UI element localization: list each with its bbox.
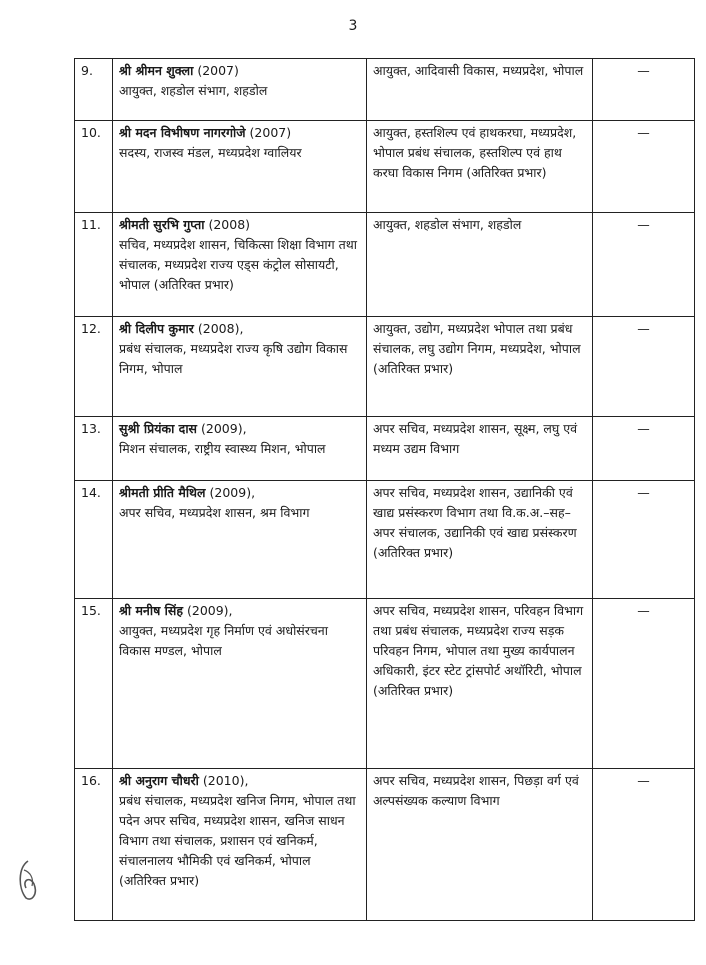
- current-posting-cell: [113, 769, 367, 921]
- table-row: [75, 769, 695, 921]
- remark: —: [593, 121, 695, 213]
- batch-year: (2009),: [201, 421, 247, 436]
- current-posting: प्रबंध संचालक, मध्यप्रदेश राज्य कृषि उद्योग विकास निगम, भोपाल: [119, 341, 348, 376]
- serial-number: 9.: [75, 59, 113, 121]
- batch-year: (2007): [249, 125, 292, 140]
- serial-number: 14.: [75, 481, 113, 599]
- table-row: [75, 121, 695, 213]
- remark: —: [593, 769, 695, 921]
- batch-year: (2009),: [209, 485, 256, 500]
- serial-number: 13.: [75, 417, 113, 481]
- current-posting: आयुक्त, मध्यप्रदेश गृह निर्माण एवं अधोसंरचना विकास मण्डल, भोपाल: [119, 623, 328, 658]
- remark: —: [593, 481, 695, 599]
- current-posting: प्रबंध संचालक, मध्यप्रदेश खनिज निगम, भोपाल तथा पदेन अपर सचिव, मध्यप्रदेश शासन, खनिज साधन विभाग तथा संचालक, प्रशासन एवं खनिकर्म, संचालनालय भौमिकी एवं खनिकर्म, भोपाल (अतिरिक्त प्रभार): [119, 793, 356, 888]
- current-posting-cell: [113, 213, 367, 317]
- officer-name: श्री श्रीमन शुक्ला: [119, 63, 194, 78]
- officer-name: श्री मनीष सिंह: [119, 603, 183, 618]
- table-row: [75, 599, 695, 769]
- new-posting: अपर सचिव, मध्यप्रदेश शासन, पिछड़ा वर्ग एवं अल्पसंख्यक कल्याण विभाग: [367, 769, 593, 921]
- serial-number: 11.: [75, 213, 113, 317]
- new-posting: आयुक्त, आदिवासी विकास, मध्यप्रदेश, भोपाल: [367, 59, 593, 121]
- officer-name: श्रीमती प्रीति मैथिल: [119, 485, 206, 500]
- current-posting: अपर सचिव, मध्यप्रदेश शासन, श्रम विभाग: [119, 505, 310, 520]
- table-row: [75, 317, 695, 417]
- new-posting: आयुक्त, शहडोल संभाग, शहडोल: [367, 213, 593, 317]
- current-posting-cell: [113, 317, 367, 417]
- batch-year: (2008): [208, 217, 251, 232]
- batch-year: (2008),: [197, 321, 244, 336]
- current-posting-cell: [113, 417, 367, 481]
- current-posting: सचिव, मध्यप्रदेश शासन, चिकित्सा शिक्षा विभाग तथा संचालक, मध्यप्रदेश राज्य एड्स कंट्रोल सोसायटी, भोपाल (अतिरिक्त प्रभार): [119, 237, 357, 292]
- new-posting: आयुक्त, हस्तशिल्प एवं हाथकरघा, मध्यप्रदेश, भोपाल प्रबंध संचालक, हस्तशिल्प एवं हाथ करघा विकास निगम (अतिरिक्त प्रभार): [367, 121, 593, 213]
- table-row: [75, 59, 695, 121]
- officer-name: श्री दिलीप कुमार: [119, 321, 194, 336]
- transfer-orders-table: [74, 58, 695, 921]
- current-posting-cell: [113, 121, 367, 213]
- remark: —: [593, 417, 695, 481]
- new-posting: अपर सचिव, मध्यप्रदेश शासन, उद्यानिकी एवं खाद्य प्रसंस्करण विभाग तथा वि.क.अ.–सह–अपर संचालक, उद्यानिकी एवं खाद्य प्रसंस्करण (अतिरिक्त प्रभार): [367, 481, 593, 599]
- batch-year: (2007): [197, 63, 239, 78]
- handwritten-initial-mark: [14, 858, 42, 904]
- current-posting-cell: [113, 59, 367, 121]
- batch-year: (2009),: [186, 603, 233, 618]
- page-number: 3: [348, 18, 358, 34]
- new-posting: अपर सचिव, मध्यप्रदेश शासन, परिवहन विभाग तथा प्रबंध संचालक, मध्यप्रदेश राज्य सड़क परिवहन निगम, भोपाल तथा मुख्य कार्यपालन अधिकारी, इंटर स्टेट ट्रांसपोर्ट अथॉरिटी, भोपाल (अतिरिक्त प्रभार): [367, 599, 593, 769]
- current-posting: आयुक्त, शहडोल संभाग, शहडोल: [119, 83, 268, 98]
- officer-name: श्रीमती सुरभि गुप्ता: [119, 217, 205, 232]
- table-row: [75, 481, 695, 599]
- serial-number: 16.: [75, 769, 113, 921]
- serial-number: 10.: [75, 121, 113, 213]
- current-posting-cell: [113, 599, 367, 769]
- remark: —: [593, 59, 695, 121]
- current-posting-cell: [113, 481, 367, 599]
- officer-name: श्री मदन विभीषण नागरगोजे: [119, 125, 246, 140]
- remark: —: [593, 213, 695, 317]
- new-posting: अपर सचिव, मध्यप्रदेश शासन, सूक्ष्म, लघु एवं मध्यम उद्यम विभाग: [367, 417, 593, 481]
- officer-name: सुश्री प्रियंका दास: [119, 421, 198, 436]
- serial-number: 15.: [75, 599, 113, 769]
- current-posting: मिशन संचालक, राष्ट्रीय स्वास्थ्य मिशन, भोपाल: [119, 441, 326, 456]
- new-posting: आयुक्त, उद्योग, मध्यप्रदेश भोपाल तथा प्रबंध संचालक, लघु उद्योग निगम, मध्यप्रदेश, भोपाल (अतिरिक्त प्रभार): [367, 317, 593, 417]
- officer-name: श्री अनुराग चौधरी: [119, 773, 199, 788]
- current-posting: सदस्य, राजस्व मंडल, मध्यप्रदेश ग्वालियर: [119, 145, 302, 160]
- table-row: [75, 213, 695, 317]
- serial-number: 12.: [75, 317, 113, 417]
- table-row: [75, 417, 695, 481]
- remark: —: [593, 599, 695, 769]
- remark: —: [593, 317, 695, 417]
- batch-year: (2010),: [202, 773, 249, 788]
